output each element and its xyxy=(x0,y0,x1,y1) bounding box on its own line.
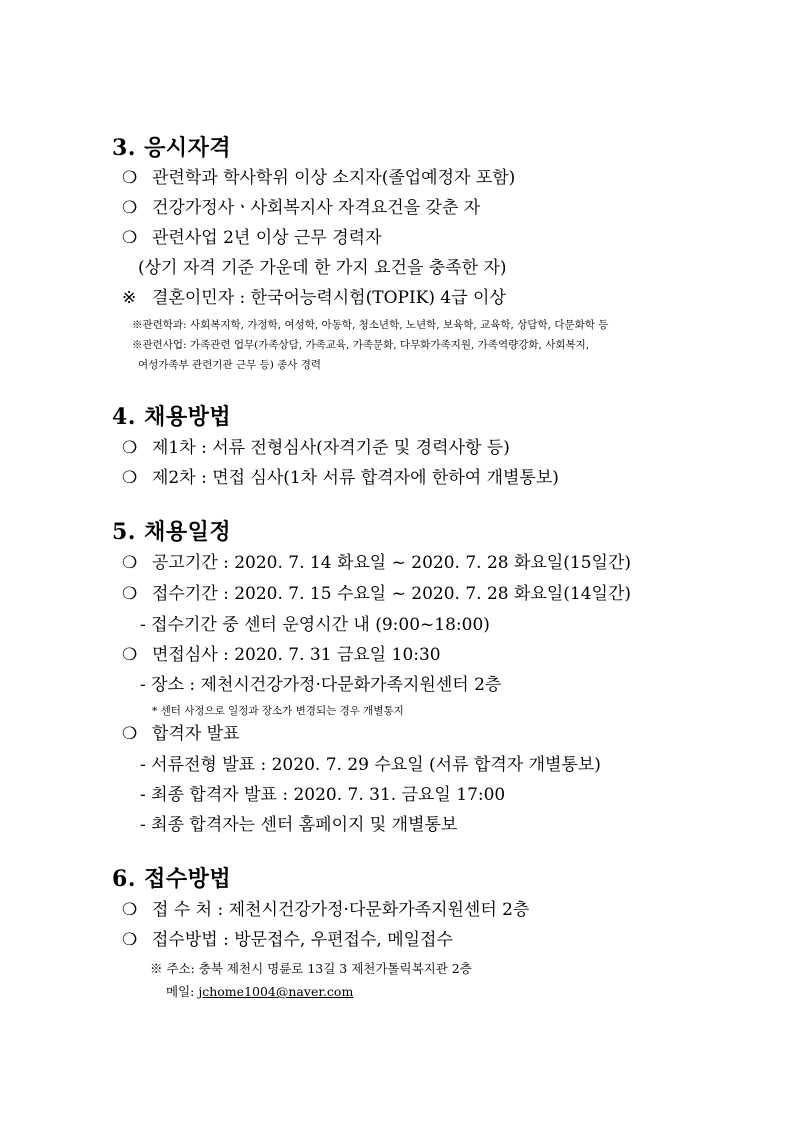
section-3-title: 3. 응시자격 xyxy=(112,135,232,161)
circle-bullet-icon: ❍ xyxy=(122,168,138,188)
circle-bullet-icon: ❍ xyxy=(122,584,138,604)
result-announcement: ❍ 합격자 발표 xyxy=(122,724,240,744)
circle-bullet-icon: ❍ xyxy=(122,930,138,950)
circle-bullet-icon: ❍ xyxy=(122,724,138,744)
reference-mark-icon: ※ xyxy=(122,288,137,308)
section-6-title: 6. 접수방법 xyxy=(112,866,232,892)
receipt-hours: - 접수기간 중 센터 운영시간 내 (9:00~18:00) xyxy=(140,615,490,635)
section-5-title: 5. 채용일정 xyxy=(112,519,232,545)
receipt-period: ❍ 접수기간 : 2020. 7. 15 수요일 ~ 2020. 7. 28 화요일(14일간) xyxy=(122,584,632,604)
circle-bullet-icon: ❍ xyxy=(122,468,138,488)
mail-link[interactable]: jchome1004@naver.com xyxy=(198,984,354,999)
interview-schedule: ❍ 면접심사 : 2020. 7. 31 금요일 10:30 xyxy=(122,645,441,665)
circle-bullet-icon: ❍ xyxy=(122,645,138,665)
related-major-note: ※관련학과: 사회복지학, 가정학, 여성학, 아동학, 청소년학, 노년학, 보육학, 교육학, 상담학, 다문화학 등 xyxy=(132,319,609,331)
circle-bullet-icon: ❍ xyxy=(122,438,138,458)
related-work-note: ※관련사업: 가족관련 업무(가족상담, 가족교육, 가족문화, 다무화가족지원, 가족역량강화, 사회복지, xyxy=(132,339,590,351)
interview-change-note: * 센터 사정으로 일정과 장소가 변경되는 경우 개별통지 xyxy=(152,705,404,717)
circle-bullet-icon: ❍ xyxy=(122,900,138,920)
circle-bullet-icon: ❍ xyxy=(122,198,138,218)
document-result: - 서류전형 발표 : 2020. 7. 29 수요일 (서류 합격자 개별통보) xyxy=(140,755,601,775)
notice-period: ❍ 공고기간 : 2020. 7. 14 화요일 ~ 2020. 7. 28 화요일(15일간) xyxy=(122,553,632,573)
mail-line xyxy=(166,984,353,1000)
qualification-item-3: ❍ 관련사업 2년 이상 근무 경력자 xyxy=(122,228,382,248)
circle-bullet-icon: ❍ xyxy=(122,553,138,573)
receipt-method: ❍ 접수방법 : 방문접수, 우편접수, 메일접수 xyxy=(122,930,453,950)
qualification-item-2: ❍ 건강가정사ㆍ사회복지사 자격요건을 갖춘 자 xyxy=(122,198,481,218)
address-line: ※ 주소: 충북 제천시 명륜로 13길 3 제천가톨릭복지관 2층 xyxy=(150,961,472,976)
final-result-notice: - 최종 합격자는 센터 홈페이지 및 개별통보 xyxy=(140,815,458,835)
mail-label: 메일: xyxy=(166,984,195,999)
qualification-note: (상기 자격 기준 가운데 한 가지 요건을 충족한 자) xyxy=(138,258,507,278)
selection-step-1: ❍ 제1차 : 서류 전형심사(자격기준 및 경력사항 등) xyxy=(122,438,510,458)
final-result: - 최종 합격자 발표 : 2020. 7. 31. 금요일 17:00 xyxy=(140,785,506,805)
qualification-item-1: ❍ 관련학과 학사학위 이상 소지자(졸업예정자 포함) xyxy=(122,168,516,188)
section-4-title: 4. 채용방법 xyxy=(112,404,232,430)
circle-bullet-icon: ❍ xyxy=(122,228,138,248)
receipt-location: ❍ 접 수 처 : 제천시건강가정·다문화가족지원센터 2층 xyxy=(122,900,530,920)
selection-step-2: ❍ 제2차 : 면접 심사(1차 서류 합격자에 한하여 개별통보) xyxy=(122,468,559,488)
marriage-immigrant-item: ※ 결혼이민자 : 한국어능력시험(TOPIK) 4급 이상 xyxy=(122,288,506,308)
interview-place: - 장소 : 제천시건강가정·다문화가족지원센터 2층 xyxy=(140,675,502,695)
related-work-note-cont: 여성가족부 관련기관 근무 등) 종사 경력 xyxy=(138,359,322,371)
